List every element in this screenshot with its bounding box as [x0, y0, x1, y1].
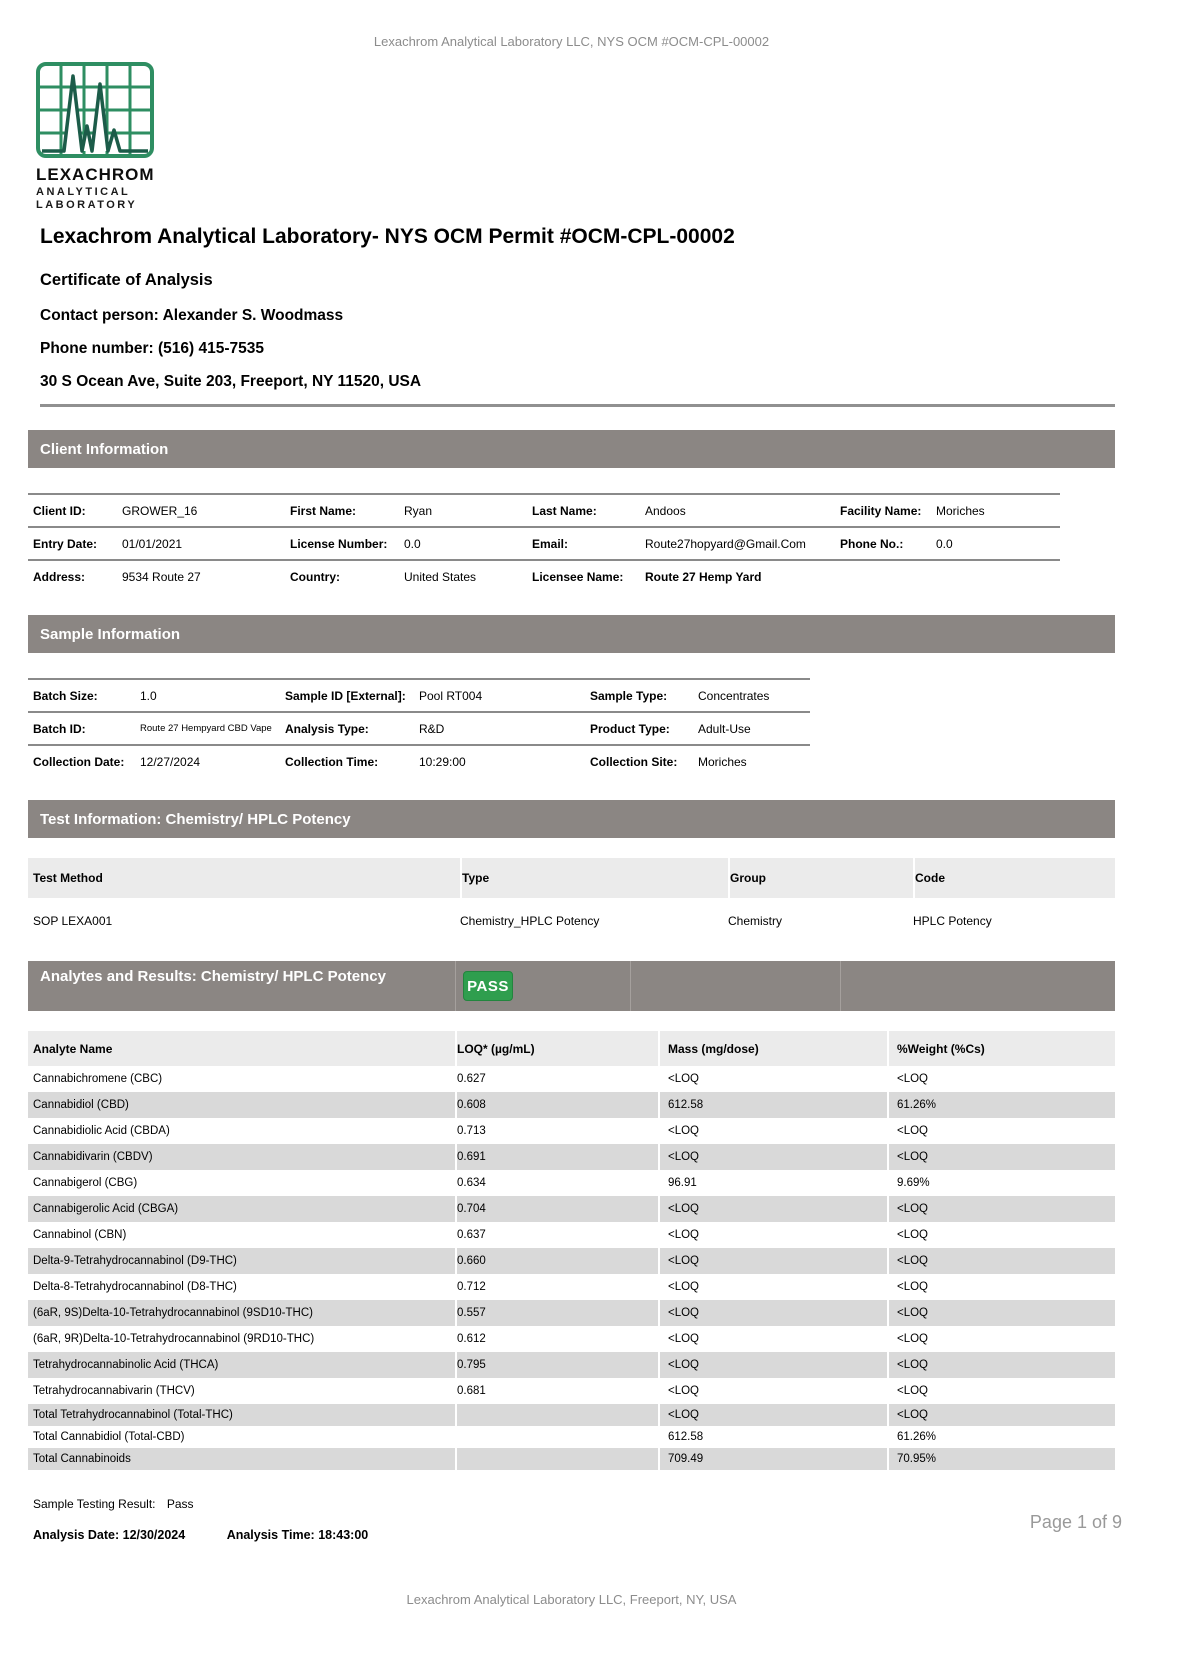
field-value: Andoos [645, 503, 686, 518]
field-label: Licensee Name: [532, 569, 624, 584]
logo-text-line2: ANALYTICAL [36, 186, 131, 198]
analyte-weight-cell: <LOQ [887, 1248, 1115, 1274]
analytes-header-row [28, 1031, 1115, 1066]
field-value: Pool RT004 [419, 688, 483, 703]
analyte-loq-cell: 0.704 [455, 1196, 658, 1222]
field-label: Last Name: [532, 503, 597, 518]
field-label: Sample ID [External]: [285, 688, 406, 703]
sample-info-table [28, 678, 1115, 777]
analyte-row [28, 1404, 1115, 1426]
document-header: Lexachrom Analytical Laboratory LLC, NYS OCM #OCM-CPL-00002 [373, 34, 770, 49]
analyte-weight-cell: <LOQ [887, 1274, 1115, 1300]
analyte-weight-cell: <LOQ [887, 1066, 1115, 1092]
field-value: 12/27/2024 [140, 754, 201, 769]
field-value: Ryan [404, 503, 433, 518]
analyte-mass-cell: <LOQ [658, 1118, 887, 1144]
lexachrom-logo [36, 62, 176, 211]
analyte-weight-cell: <LOQ [887, 1222, 1115, 1248]
analyte-row [28, 1196, 1115, 1222]
analyte-loq-cell: 0.627 [455, 1066, 658, 1092]
test-method-cell: SOP LEXA001 [33, 913, 113, 928]
analyte-loq-cell: 0.795 [455, 1352, 658, 1378]
analyte-loq-cell: 0.691 [455, 1144, 658, 1170]
analyte-loq-cell: 0.681 [455, 1378, 658, 1404]
analyte-loq-cell [455, 1448, 658, 1470]
analyte-weight-cell: <LOQ [887, 1144, 1115, 1170]
analyte-row [28, 1378, 1115, 1404]
analyte-mass-cell: <LOQ [658, 1300, 887, 1326]
analyte-row [28, 1066, 1115, 1092]
analyte-name-cell: Delta-8-Tetrahydrocannabinol (D8-THC) [33, 1281, 237, 1293]
field-value: Route 27 Hempyard CBD Vape [140, 723, 272, 734]
analyte-mass-cell: 96.91 [658, 1170, 887, 1196]
analyte-row [28, 1426, 1115, 1448]
analyte-mass-cell: <LOQ [658, 1066, 887, 1092]
analyte-weight-cell: <LOQ [887, 1196, 1115, 1222]
field-value: 1.0 [140, 688, 157, 703]
field-value: Route27hopyard@Gmail.Com [645, 536, 806, 551]
column-header: Group [728, 858, 913, 898]
field-value: Concentrates [698, 688, 770, 703]
field-label: Collection Site: [590, 754, 678, 769]
phone-number: Phone number: (516) 415-7535 [40, 340, 264, 357]
column-header: Type [460, 858, 728, 898]
column-header: Analyte Name [33, 1041, 113, 1056]
certificate-page [28, 0, 1115, 1607]
analyte-row [28, 1170, 1115, 1196]
analysis-time-label: Analysis Time: [226, 1528, 315, 1542]
lab-address: 30 S Ocean Ave, Suite 203, Freeport, NY 11520, USA [40, 373, 422, 390]
analyte-name-cell: Cannabigerol (CBG) [33, 1177, 138, 1189]
analyte-row [28, 1326, 1115, 1352]
bar-cell [630, 961, 840, 1011]
analyte-weight-cell: <LOQ [887, 1352, 1115, 1378]
field-value: R&D [419, 721, 445, 736]
analyte-name-cell: Tetrahydrocannabivarin (THCV) [33, 1385, 195, 1397]
analyte-mass-cell: <LOQ [658, 1274, 887, 1300]
field-label: Facility Name: [840, 503, 922, 518]
analyte-mass-cell: 612.58 [658, 1092, 887, 1118]
field-label: Email: [532, 536, 569, 551]
field-label: Batch ID: [33, 721, 86, 736]
table-row [28, 898, 1115, 943]
analyte-mass-cell: <LOQ [658, 1378, 887, 1404]
field-value: Moriches [698, 754, 747, 769]
analyte-loq-cell: 0.634 [455, 1170, 658, 1196]
field-label: Country: [290, 569, 340, 584]
analyte-name-cell: Tetrahydrocannabinolic Acid (THCA) [33, 1359, 219, 1371]
analyte-loq-cell: 0.637 [455, 1222, 658, 1248]
field-label: Batch Size: [33, 688, 98, 703]
client-info-table [28, 493, 1115, 592]
analyte-row [28, 1300, 1115, 1326]
field-value: Route 27 Hemp Yard [645, 569, 762, 584]
analyte-name-cell: Delta-9-Tetrahydrocannabinol (D9-THC) [33, 1255, 237, 1267]
analyte-row [28, 1448, 1115, 1470]
analyte-loq-cell [455, 1426, 658, 1448]
field-label: Sample Type: [590, 688, 668, 703]
analytes-section-title: Analytes and Results: Chemistry/ HPLC Potency [40, 968, 386, 985]
field-label: License Number: [290, 536, 388, 551]
test-code-cell: HPLC Potency [913, 913, 992, 928]
page-title: Lexachrom Analytical Laboratory- NYS OCM Permit #OCM-CPL-00002 [40, 225, 735, 248]
page-number: Page 1 of 9 [1029, 1512, 1122, 1532]
analyte-row [28, 1118, 1115, 1144]
analyte-name-cell: Cannabidivarin (CBDV) [33, 1151, 153, 1163]
analyte-mass-cell: 709.49 [658, 1448, 887, 1470]
analyte-row [28, 1222, 1115, 1248]
column-header: LOQ* (µg/mL) [455, 1031, 658, 1066]
analyte-name-cell: Total Cannabinoids [33, 1453, 131, 1465]
field-label: Collection Date: [33, 754, 125, 769]
analyte-mass-cell: <LOQ [658, 1352, 887, 1378]
field-value: 10:29:00 [419, 754, 466, 769]
analyte-row [28, 1352, 1115, 1378]
section-client-information: Client Information [28, 430, 1115, 468]
analysis-datetime [33, 1528, 1115, 1542]
analyte-weight-cell: <LOQ [887, 1300, 1115, 1326]
analyte-mass-cell: <LOQ [658, 1326, 887, 1352]
analyte-weight-cell: 61.26% [887, 1426, 1115, 1448]
analyte-loq-cell: 0.557 [455, 1300, 658, 1326]
analyte-row [28, 1092, 1115, 1118]
sample-testing-result-value: Pass [166, 1497, 194, 1511]
divider [40, 404, 1115, 407]
table-row [28, 711, 810, 744]
analysis-date-value: 12/30/2024 [122, 1528, 186, 1542]
field-value: 9534 Route 27 [122, 569, 201, 584]
analyte-weight-cell: <LOQ [887, 1404, 1115, 1426]
column-header: Test Method [33, 871, 103, 885]
contact-person: Contact person: Alexander S. Woodmass [40, 307, 344, 324]
field-value: United States [404, 569, 477, 584]
analysis-date-label: Analysis Date: [33, 1528, 120, 1542]
analyte-name-cell: Cannabichromene (CBC) [33, 1073, 163, 1085]
analyte-loq-cell: 0.660 [455, 1248, 658, 1274]
chromatogram-icon [36, 62, 154, 158]
analytes-table [28, 1066, 1115, 1470]
field-label: Client ID: [33, 503, 86, 518]
section-sample-information: Sample Information [28, 615, 1115, 653]
analyte-loq-cell: 0.712 [455, 1274, 658, 1300]
test-info-table [28, 858, 1115, 943]
column-header: Code [913, 858, 1115, 898]
analyte-mass-cell: 612.58 [658, 1426, 887, 1448]
result-badge-cell [455, 961, 630, 1011]
table-header-row [28, 858, 1115, 898]
field-label: Address: [33, 569, 86, 584]
analyte-name-cell: Cannabidiolic Acid (CBDA) [33, 1125, 170, 1137]
analyte-row [28, 1248, 1115, 1274]
table-row [28, 559, 1060, 592]
table-row [28, 678, 810, 711]
analyte-weight-cell: 61.26% [887, 1092, 1115, 1118]
field-label: Analysis Type: [285, 721, 369, 736]
field-value: 0.0 [404, 536, 421, 551]
column-header: Mass (mg/dose) [658, 1031, 887, 1066]
analyte-name-cell: (6aR, 9R)Delta-10-Tetrahydrocannabinol (9RD10-THC) [33, 1333, 315, 1345]
section-analytes-results [28, 961, 1115, 1011]
field-value: Moriches [936, 503, 985, 518]
field-label: Entry Date: [33, 536, 98, 551]
analyte-mass-cell: <LOQ [658, 1222, 887, 1248]
analyte-name-cell: Total Tetrahydrocannabinol (Total-THC) [33, 1409, 233, 1421]
analyte-loq-cell: 0.608 [455, 1092, 658, 1118]
test-type-cell: Chemistry_HPLC Potency [460, 913, 600, 928]
document-footer: Lexachrom Analytical Laboratory LLC, Freeport, NY, USA [406, 1592, 737, 1607]
section-test-information: Test Information: Chemistry/ HPLC Potency [28, 800, 1115, 838]
field-label: Product Type: [590, 721, 670, 736]
field-value: 01/01/2021 [122, 536, 183, 551]
analyte-mass-cell: <LOQ [658, 1248, 887, 1274]
analyte-mass-cell: <LOQ [658, 1144, 887, 1170]
sample-testing-result-label: Sample Testing Result: [33, 1497, 156, 1511]
status-badge: PASS [463, 971, 513, 1001]
analyte-weight-cell: <LOQ [887, 1118, 1115, 1144]
analyte-name-cell: (6aR, 9S)Delta-10-Tetrahydrocannabinol (9SD10-THC) [33, 1307, 313, 1319]
analyte-name-cell: Cannabigerolic Acid (CBGA) [33, 1203, 179, 1215]
analyte-row [28, 1274, 1115, 1300]
field-label: Phone No.: [840, 536, 904, 551]
analyte-loq-cell: 0.713 [455, 1118, 658, 1144]
field-value: Adult-Use [698, 721, 751, 736]
analyte-weight-cell: <LOQ [887, 1326, 1115, 1352]
table-row [28, 744, 810, 777]
table-row [28, 493, 1060, 526]
analyte-name-cell: Cannabinol (CBN) [33, 1229, 127, 1241]
analyte-loq-cell: 0.612 [455, 1326, 658, 1352]
analyte-weight-cell: 70.95% [887, 1448, 1115, 1470]
test-group-cell: Chemistry [728, 913, 783, 928]
table-row [28, 526, 1060, 559]
bar-cell [840, 961, 1115, 1011]
analyte-name-cell: Total Cannabidiol (Total-CBD) [33, 1431, 185, 1443]
analyte-weight-cell: 9.69% [887, 1170, 1115, 1196]
analyte-weight-cell: <LOQ [887, 1378, 1115, 1404]
analyte-row [28, 1144, 1115, 1170]
field-label: First Name: [290, 503, 357, 518]
column-header: %Weight (%Cs) [887, 1031, 1115, 1066]
field-label: Collection Time: [285, 754, 379, 769]
field-value: GROWER_16 [122, 503, 198, 518]
analyte-mass-cell: <LOQ [658, 1196, 887, 1222]
sample-testing-result [33, 1497, 1115, 1511]
logo-text-line1: LEXACHROM [36, 165, 155, 184]
analyte-loq-cell [455, 1404, 658, 1426]
analyte-name-cell: Cannabidiol (CBD) [33, 1099, 129, 1111]
certificate-subtitle: Certificate of Analysis [40, 271, 213, 289]
analyte-mass-cell: <LOQ [658, 1404, 887, 1426]
logo-text-line3: LABORATORY [36, 199, 138, 211]
field-value: 0.0 [936, 536, 953, 551]
analysis-time-value: 18:43:00 [318, 1528, 369, 1542]
